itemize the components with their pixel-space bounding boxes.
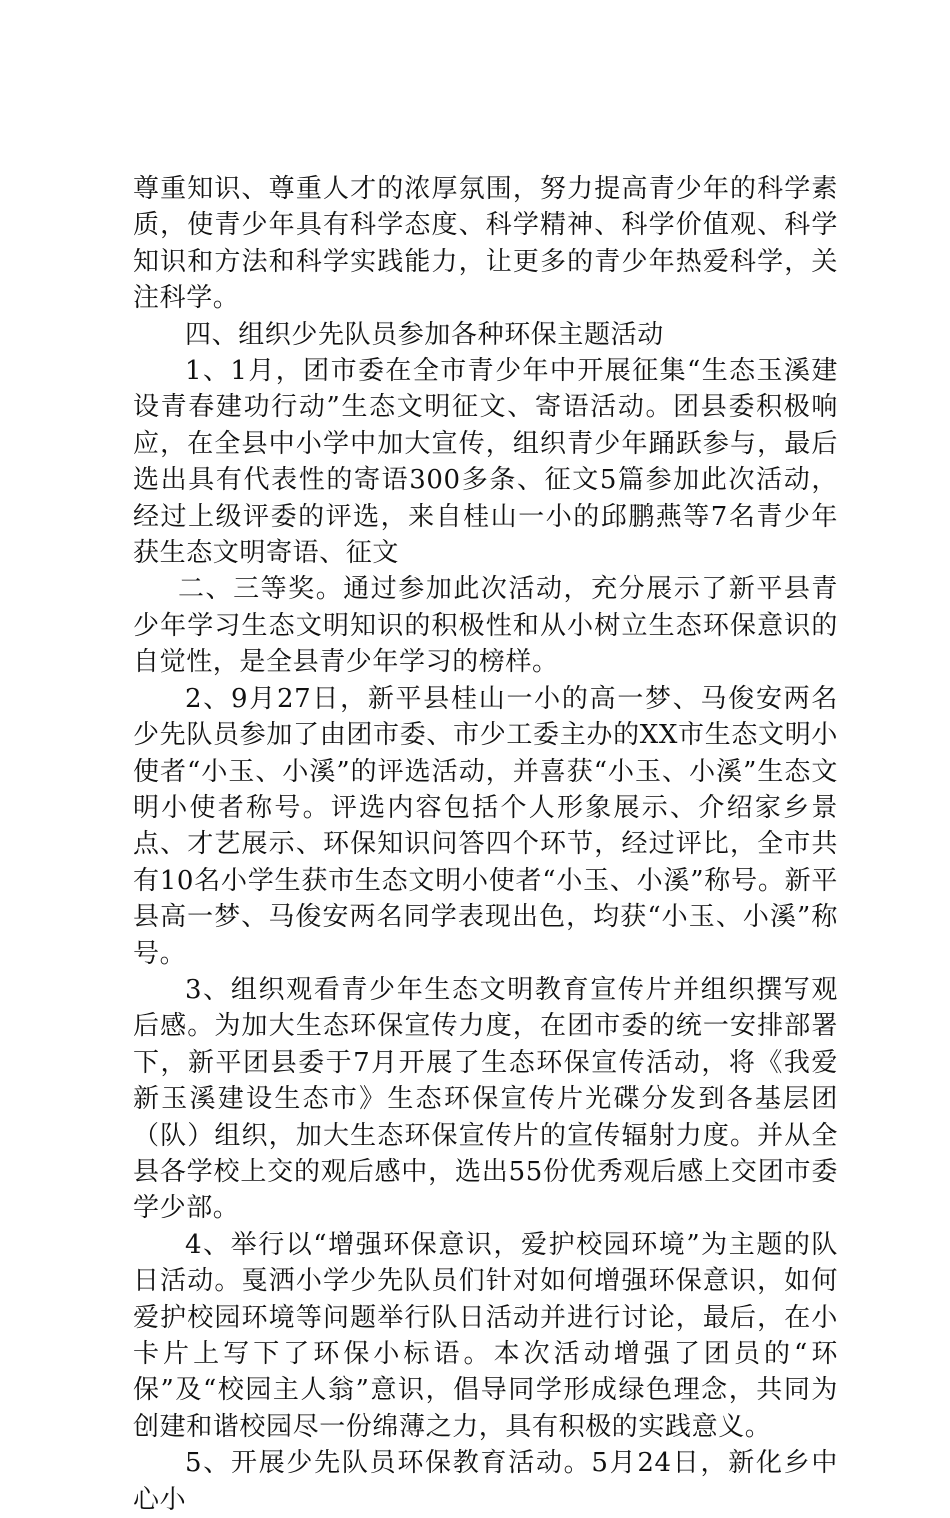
paragraph-item-5: 5、开展少先队员环保教育活动。5月24日，新化乡中心小	[133, 1448, 838, 1515]
paragraph-item-3: 3、组织观看青少年生态文明教育宣传片并组织撰写观后感。为加大生态环保宣传力度，在团市委的统一安排部署下，新平团县委于7月开展了生态环保宣传活动，将《我爱新玉溪建设生态市》生态环保宣传片光碟分发到各基层团（队）组织，加大生态环保宣传片的宣传辐射力度。并从全县各学校上交的观后感中，选出55份优秀观后感上交团市委学少部。	[133, 974, 838, 1224]
paragraph-item-2: 2、9月27日，新平县桂山一小的高一梦、马俊安两名少先队员参加了由团市委、市少工委主办的XX市生态文明小使者“小玉、小溪”的评选活动，并喜获“小玉、小溪”生态文明小使者称号。评选内容包括个人形象展示、介绍家乡景点、才艺展示、环保知识问答四个环节，经过评比，全市共有10名小学生获市生态文明小使者“小玉、小溪”称号。新平县高一梦、马俊安两名同学表现出色，均获“小玉、小溪”称号。	[133, 683, 838, 969]
paragraph-item-1: 1、1月，团市委在全市青少年中开展征集“生态玉溪建设青春建功行动”生态文明征文、寄语活动。团县委积极响应，在全县中小学中加大宣传，组织青少年踊跃参与，最后选出具有代表性的寄语300多条、征文5篇参加此次活动，经过上级评委的评选，来自桂山一小的邱鹏燕等7名青少年获生态文明寄语、征文	[133, 356, 838, 569]
paragraph-item-4: 4、举行以“增强环保意识，爱护校园环境”为主题的队日活动。戛洒小学少先队员们针对如何增强环保意识，如何爱护校园环境等问题举行队日活动并进行讨论，最后，在小卡片上写下了环保小标语。本次活动增强了团员的“环保”及“校园主人翁”意识，倡导同学形成绿色理念，共同为创建和谐校园尽一份绵薄之力，具有积极的实践意义。	[133, 1229, 838, 1442]
paragraph-item-1-continued: 二、三等奖。通过参加此次活动，充分展示了新平县青少年学习生态文明知识的积极性和从小树立生态环保意识的自觉性，是全县青少年学习的榜样。	[133, 574, 838, 678]
section-heading-4: 四、组织少先队员参加各种环保主题活动	[185, 319, 664, 350]
paragraph-continuation: 尊重知识、尊重人才的浓厚氛围，努力提高青少年的科学素质，使青少年具有科学态度、科学精神、科学价值观、科学知识和方法和科学实践能力，让更多的青少年热爱科学，关注科学。	[133, 174, 838, 314]
document-body	[133, 171, 838, 1518]
